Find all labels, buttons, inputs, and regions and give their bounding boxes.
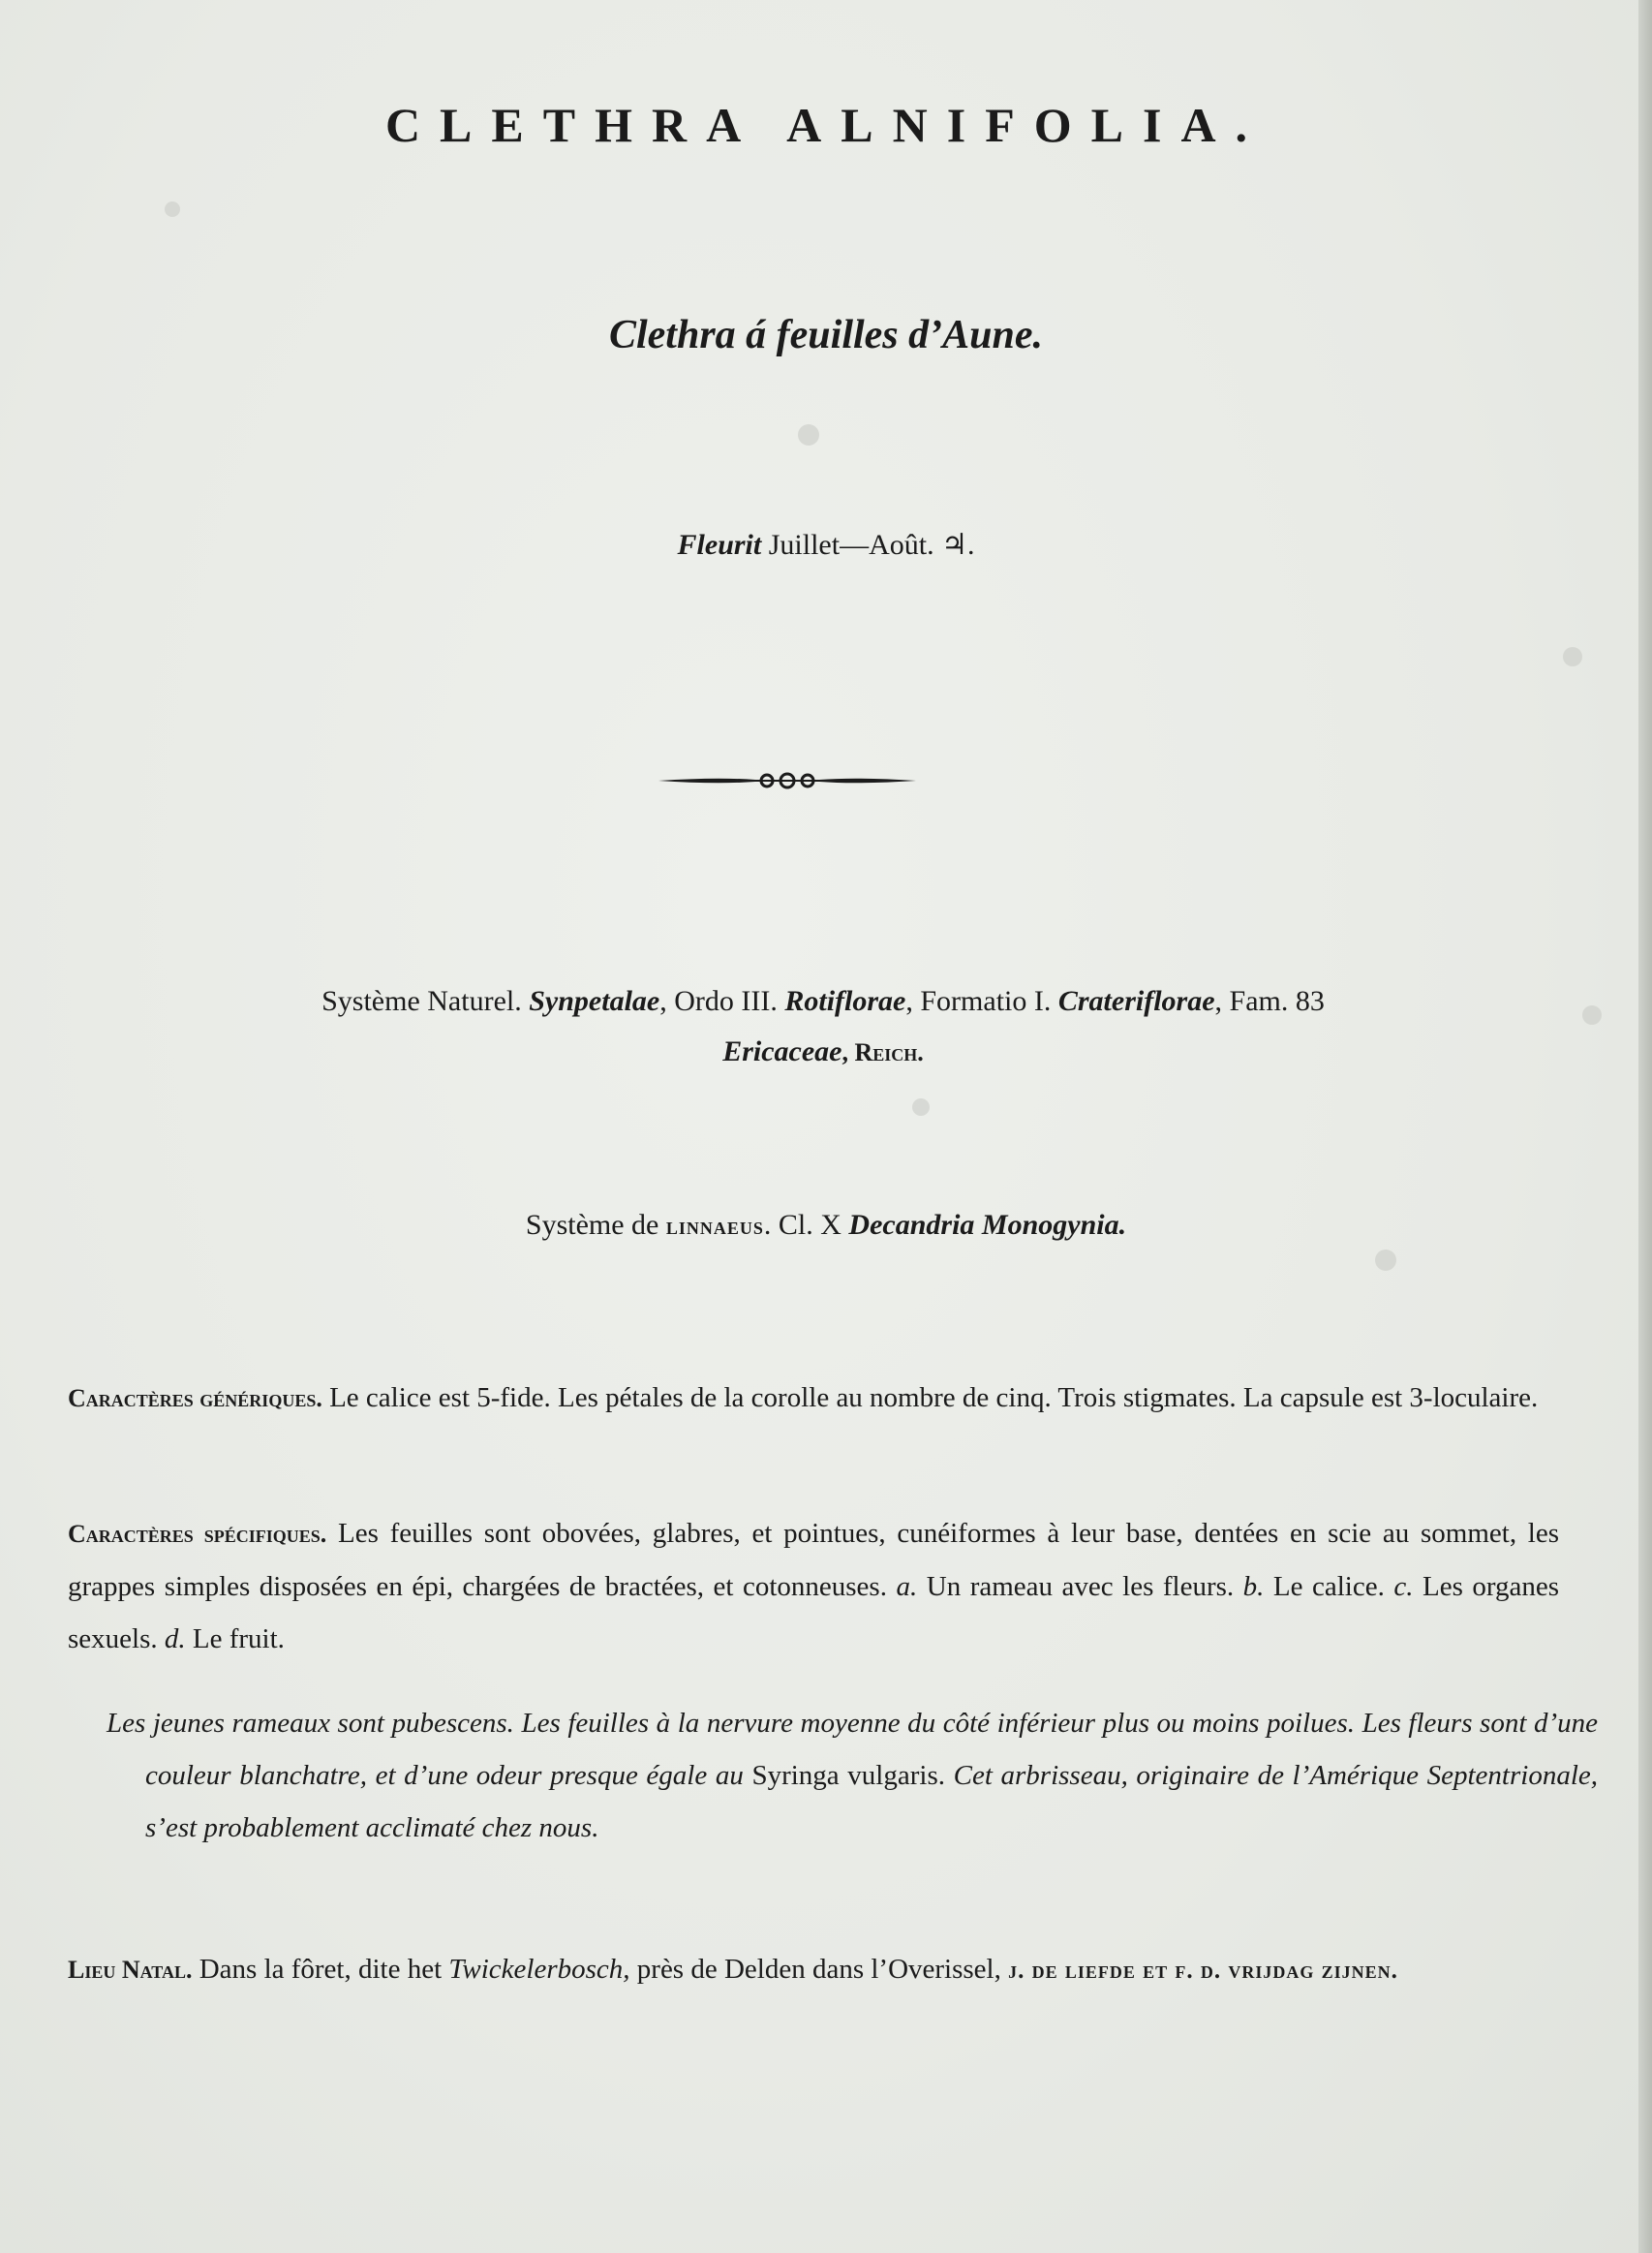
paper-spot xyxy=(912,1098,930,1116)
notes-part1: Les jeunes rameaux sont pubescens. Les feuilles à la nervure moyenne du côté inférieur plus ou moins poilues. Les fleurs sont d’une couleur blanchatre, et d’une odeur presque égale au xyxy=(107,1708,1598,1791)
systeme-naturel-label: Système Naturel. xyxy=(321,985,522,1017)
lieu-natal xyxy=(68,1943,1559,1997)
systeme-linnaeus-label: Système de xyxy=(525,1209,659,1241)
figure-d-text: Le fruit. xyxy=(192,1623,285,1654)
lieu-text2: près de Delden dans l’Overissel, xyxy=(636,1954,1001,1985)
paper-spot xyxy=(1563,647,1582,666)
reich: , Reich. xyxy=(841,1038,924,1066)
rotiflorae: Rotiflorae xyxy=(784,985,906,1017)
crateriflorae: Crateriflorae xyxy=(1057,985,1215,1017)
lieu-label: Lieu Natal. xyxy=(68,1956,193,1984)
paper-spot xyxy=(1375,1250,1396,1271)
figure-a-letter: a. xyxy=(896,1571,918,1602)
notes-syringa: Syringa vulgaris. xyxy=(751,1760,945,1791)
paper-spot xyxy=(165,201,180,217)
class-name: Decandria Monogynia. xyxy=(848,1209,1127,1241)
ornament-divider-icon xyxy=(658,767,916,794)
classis: . Cl. X xyxy=(763,1209,841,1241)
specific-text: Les feuilles sont obovées, glabres, et pointues, cunéiformes à leur base, dentées en scie au sommet, les grappes simples disposées en épi, chargées de bractées, et cotonneuses. xyxy=(68,1518,1559,1602)
specific-label: Caractères spécifiques. xyxy=(68,1520,327,1548)
fam: , Fam. 83 xyxy=(1214,985,1325,1017)
paper-spot xyxy=(1582,1005,1602,1025)
flowering-label: Fleurit xyxy=(677,529,762,561)
synpetalae: Synpetalae xyxy=(529,985,660,1017)
figure-d-letter: d. xyxy=(164,1623,186,1654)
figure-c-text: Les organes sexuels. xyxy=(68,1571,1560,1654)
generic-label: Caractères génériques. xyxy=(68,1384,322,1412)
ericaceae: Ericaceae xyxy=(722,1035,842,1067)
generic-characters xyxy=(68,1372,1559,1425)
paper-spot xyxy=(798,424,819,446)
systeme-naturel xyxy=(136,976,1511,1078)
notes-part2: Cet arbrisseau, originaire de l’Amérique Septentrionale, s’est probablement acclimaté chez nous. xyxy=(145,1760,1599,1843)
specific-characters xyxy=(68,1507,1559,1665)
generic-text: Le calice est 5-fide. Les pétales de la corolle au nombre de cinq. Trois stigmates. La capsule est 3-loculaire. xyxy=(329,1382,1539,1413)
figure-a-text: Un rameau avec les fleurs. xyxy=(926,1571,1235,1602)
figure-b-text: Le calice. xyxy=(1272,1571,1385,1602)
lieu-place: Twickelerbosch, xyxy=(448,1954,630,1985)
ordo: , Ordo III. xyxy=(659,985,778,1017)
systeme-linnaeus xyxy=(0,1209,1652,1242)
subtitle: Clethra á feuilles d’Aune. xyxy=(608,313,1044,357)
page-title: CLETHRA ALNIFOLIA. xyxy=(384,98,1268,152)
lieu-text1: Dans la fôret, dite het xyxy=(199,1954,443,1985)
flowering-text: Juillet—Août. ♃. xyxy=(768,529,975,561)
description-notes xyxy=(107,1697,1598,1854)
lieu-authors: j. de liefde et f. d. vrijdag zijnen. xyxy=(1008,1958,1398,1984)
figure-b-letter: b. xyxy=(1242,1571,1265,1602)
formatio: , Formatio I. xyxy=(905,985,1052,1017)
linnaeus: linnaeus xyxy=(665,1214,764,1240)
flowering-line xyxy=(0,528,1652,562)
figure-c-letter: c. xyxy=(1393,1571,1414,1602)
